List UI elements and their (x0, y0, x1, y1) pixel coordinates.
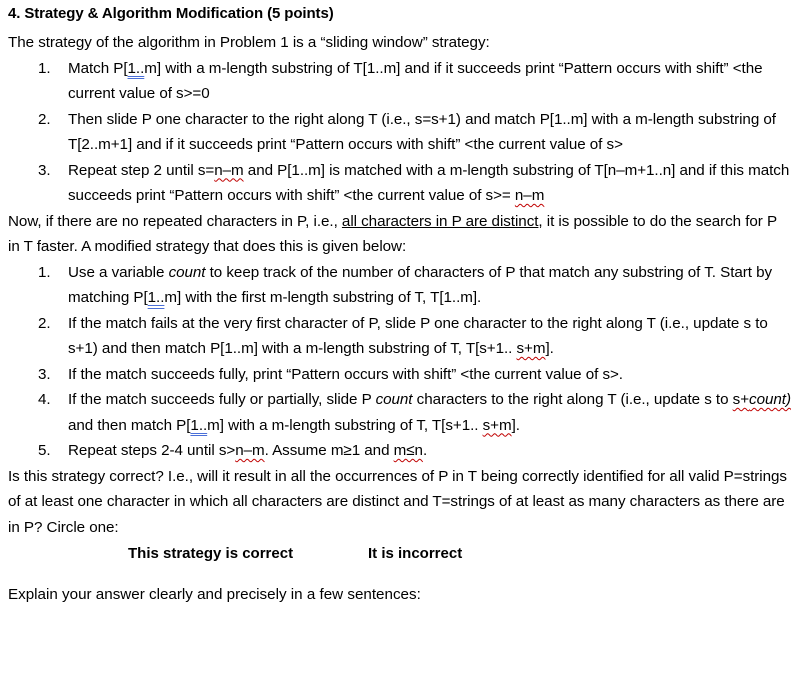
list-item (8, 438, 792, 464)
list-item (8, 158, 792, 209)
step-number: 1. (38, 59, 51, 77)
step-text: Match P[ (68, 59, 128, 77)
step-text: . (422, 442, 428, 459)
step-number: 3. (38, 161, 51, 179)
answer-choices (8, 540, 792, 568)
step-text: If the match succeeds fully or partially, slide P (68, 391, 376, 408)
step-number: 3. (38, 365, 51, 383)
step-number: 2. (38, 110, 51, 128)
explain-prompt: Explain your answer clearly and precisely in a few sentences: (8, 586, 421, 603)
step-number: 2. (38, 314, 51, 332)
question-text: Is this strategy correct? I.e., will it result in all the occurrences of P in T being correctly identified for all valid P=strings of at least one character in which all characters are distinct and T=strings of at least as many characters as there are in P? Circle one: (8, 467, 787, 536)
step-text-marked: s+m (482, 416, 512, 434)
step-text: Use a variable (68, 263, 169, 281)
list-item (8, 107, 792, 158)
step-text: Repeat steps 2-4 until s> (68, 442, 236, 459)
step-text: characters to the right along T (i.e., update s to (412, 391, 733, 408)
modified-strategy-list (8, 260, 792, 464)
step-number: 1. (38, 263, 51, 281)
choice-correct[interactable]: This strategy is correct (128, 545, 294, 562)
step-text-marked (733, 391, 791, 408)
step-text: s+ (732, 391, 750, 408)
question-heading: 4. Strategy & Algorithm Modification (5 points) (8, 5, 334, 22)
step-text-marked: m≤n (393, 442, 423, 459)
step-number: 5. (38, 442, 51, 459)
document (8, 4, 792, 683)
step-text: ]. (511, 416, 520, 434)
text-run: Now, if there are no repeated characters in P, i.e., (8, 212, 342, 230)
step-text-marked: n–m (214, 161, 244, 179)
step-text-marked: s+m (516, 340, 546, 357)
underlined-text: all characters in P are distinct (341, 212, 539, 230)
step-text-marked: n–m (235, 442, 265, 459)
step-text: If the match succeeds fully, print “Pattern occurs with shift” <the current value of s>. (68, 365, 623, 383)
step-text: m] with a m-length substring of T[1..m] and if it succeeds print “Pattern occurs with shift” <the current value of s>=0 (68, 59, 763, 102)
list-item (8, 260, 792, 311)
step-text: to keep track of the number of characters of P that match any substring of T. Start by matching P[ (68, 263, 773, 306)
step-text-marked: 1.. (127, 59, 145, 77)
italic-text: count (168, 263, 206, 281)
step-text-marked: n–m (514, 187, 545, 204)
answer-area[interactable] (8, 623, 792, 683)
step-text: Repeat step 2 until s= (68, 161, 215, 179)
text-run: , it is possible to do the search for P in T faster. A modified strategy that does this is given below: (8, 212, 777, 255)
list-item (8, 56, 792, 107)
step-text: Then slide P one character to the right along T (i.e., s=s+1) and match P[1..m] with a m-length substring of T[2..m+1] and if it succeeds print “Pattern occurs with shift” <the current value of s> (68, 110, 776, 153)
choice-incorrect[interactable]: It is incorrect (368, 545, 463, 562)
list-item (8, 362, 792, 388)
italic-text: count (375, 391, 413, 408)
step-text: m] with the first m-length substring of T, T[1..m]. (164, 289, 482, 306)
italic-text: count) (749, 391, 791, 408)
step-text-marked: 1.. (190, 416, 208, 434)
step-text: m] with a m-length substring of T, T[s+1.. (207, 416, 483, 434)
step-text-marked: 1.. (147, 289, 165, 306)
step-text: and P[1..m] is matched with a m-length substring of T[n–m+1..n] and if this match succeeds print “Pattern occurs with shift” <the current value of s>= (68, 161, 790, 204)
step-text: If the match fails at the very first character of P, slide P one character to the right along T (i.e., update s to s+1) and then match P[1..m] with a m-length substring of T, T[s+1.. (68, 314, 768, 357)
original-strategy-list (8, 56, 792, 209)
modified-intro-text (8, 209, 792, 260)
intro-text: The strategy of the algorithm in Problem 1 is a “sliding window” strategy: (8, 34, 490, 51)
list-item (8, 387, 792, 438)
list-item (8, 311, 792, 362)
step-text: ]. (545, 340, 554, 357)
step-number: 4. (38, 391, 51, 408)
step-text: . Assume m≥1 and (264, 442, 394, 459)
step-text: and then match P[ (68, 416, 191, 434)
